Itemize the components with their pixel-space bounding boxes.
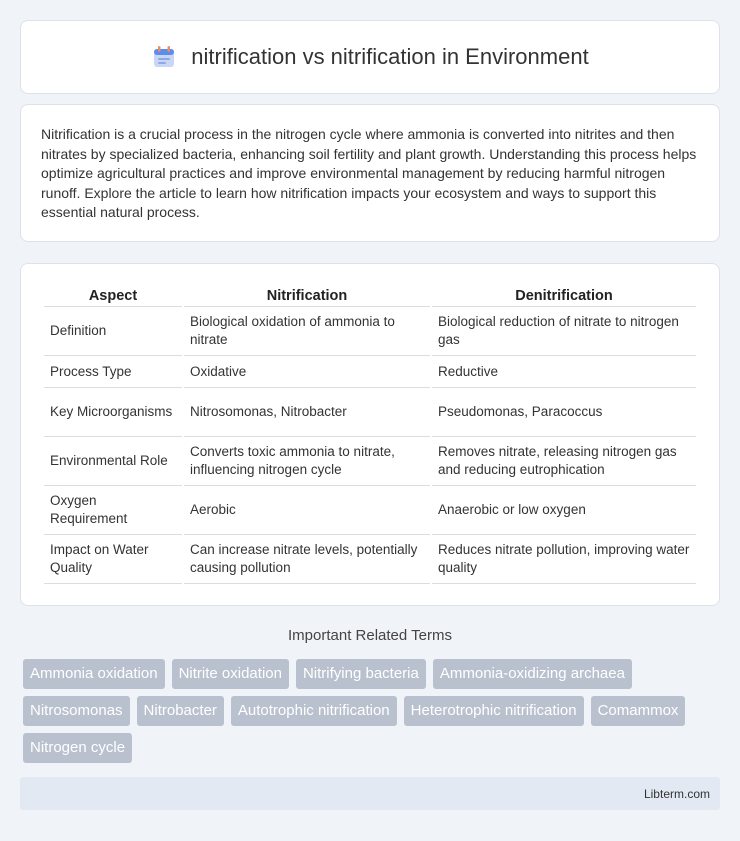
table-row [44,388,696,437]
table-cell: Anaerobic or low oxygen [432,486,696,535]
tag-comammox[interactable]: Comammox [591,696,686,726]
page-title: nitrification vs nitrification in Environment [191,44,589,69]
table-cell: Oxidative [184,356,430,388]
table-cell: Converts toxic ammonia to nitrate, influencing nitrogen cycle [184,437,430,486]
table-cell: Reduces nitrate pollution, improving water quality [432,535,696,584]
footer-link[interactable]: Libterm.com [643,786,710,801]
column-header-aspect: Aspect [44,286,182,307]
tag-nitrosomonas[interactable]: Nitrosomonas [23,696,130,726]
tag-heterotrophic-nitrification[interactable]: Heterotrophic nitrification [404,696,584,726]
table-cell: Biological oxidation of ammonia to nitrate [184,307,430,356]
related-terms-title: Important Related Terms [288,627,452,644]
comparison-table [42,286,698,584]
table-row [44,307,696,356]
column-header-nitrification: Nitrification [184,286,430,307]
table-cell: Can increase nitrate levels, potentially causing pollution [184,535,430,584]
table-row [44,437,696,486]
table-cell: Pseudomonas, Paracoccus [432,388,696,437]
intro-card [20,104,720,242]
table-cell: Nitrosomonas, Nitrobacter [184,388,430,437]
table-cell: Biological reduction of nitrate to nitrogen gas [432,307,696,356]
table-cell: Removes nitrate, releasing nitrogen gas and reducing eutrophication [432,437,696,486]
table-cell: Environmental Role [44,437,182,486]
tag-nitrobacter[interactable]: Nitrobacter [137,696,224,726]
header-card [20,20,720,94]
table-cell: Key Microorganisms [44,388,182,437]
title-wrap [151,44,588,70]
table-cell: Definition [44,307,182,356]
footer [20,777,720,810]
intro-text: Nitrification is a crucial process in the nitrogen cycle where ammonia is converted into nitrites and then nitrates by specialized bacteria, enhancing soil fertility and plant growth. Understanding this process helps optimize agricultural practices and improve environmental management by reducing harmful nitrogen runoff. Explore the article to learn how nitrification impacts your ecosystem and ways to support this essential natural process. [41,126,697,220]
table-cell: Reductive [432,356,696,388]
tag-nitrite-oxidation[interactable]: Nitrite oxidation [172,659,289,689]
table-row [44,535,696,584]
table-cell: Impact on Water Quality [44,535,182,584]
related-terms-tags [23,659,703,763]
tag-nitrifying-bacteria[interactable]: Nitrifying bacteria [296,659,426,689]
table-row [44,356,696,388]
calendar-icon [151,44,177,70]
comparison-table-card [20,263,720,606]
tag-ammonia-oxidation[interactable]: Ammonia oxidation [23,659,165,689]
table-row [44,486,696,535]
table-header-row [44,286,696,307]
table-cell: Process Type [44,356,182,388]
table-cell: Oxygen Requirement [44,486,182,535]
tag-nitrogen-cycle[interactable]: Nitrogen cycle [23,733,132,763]
tag-autotrophic-nitrification[interactable]: Autotrophic nitrification [231,696,397,726]
table-cell: Aerobic [184,486,430,535]
column-header-denitrification: Denitrification [432,286,696,307]
tag-ammonia-oxidizing-archaea[interactable]: Ammonia-oxidizing archaea [433,659,632,689]
